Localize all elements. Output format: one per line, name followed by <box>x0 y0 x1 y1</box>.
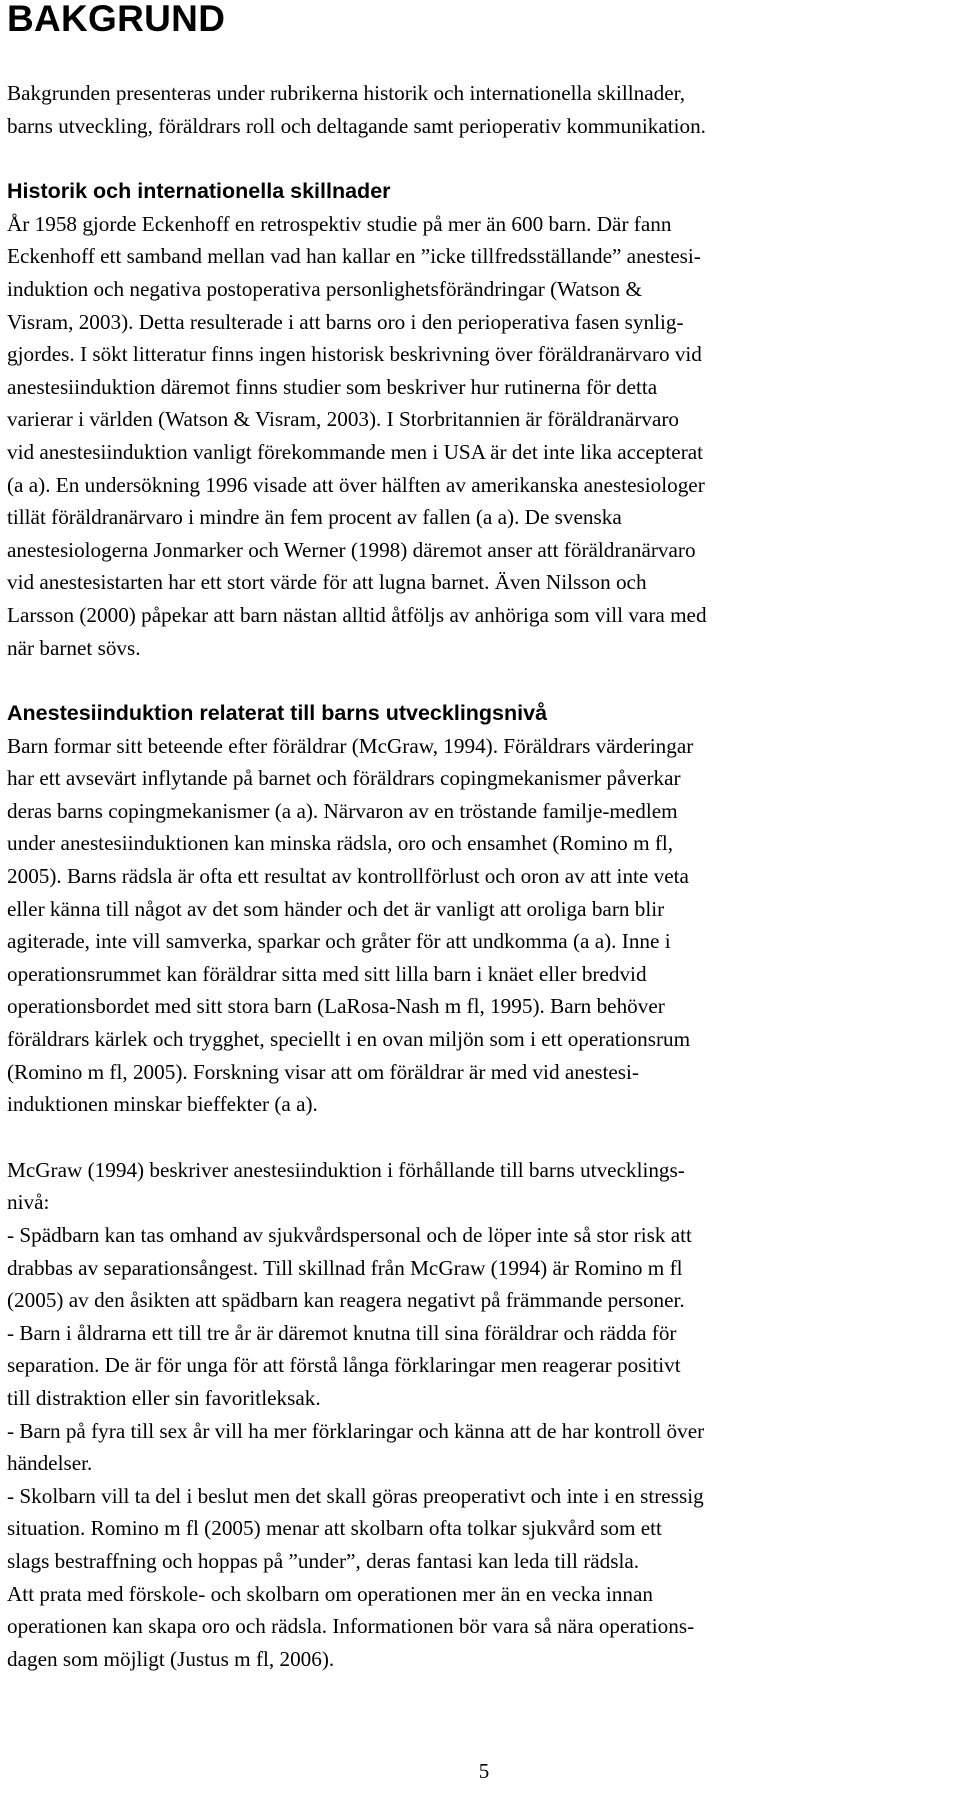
intro-paragraph <box>7 77 952 142</box>
text-line: - Skolbarn vill ta del i beslut men det skall göras preoperativt och inte i en stressig <box>7 1483 704 1508</box>
section-heading-anestesiinduktion: Anestesiinduktion relaterat till barns utvecklingsnivå <box>7 701 548 726</box>
text-line: operationsbordet med sitt stora barn (LaRosa-Nash m fl, 1995). Barn behöver <box>7 994 665 1019</box>
text-line: (2005) av den åsikten att spädbarn kan reagera negativt på främmande personer. <box>7 1288 685 1313</box>
text-line: - Spädbarn kan tas omhand av sjukvårdspersonal och de löper inte så stor risk att <box>7 1223 692 1247</box>
text-line: Bakgrunden presenteras under rubrikerna historik och internationella skillnader, <box>7 81 686 105</box>
text-line: induktionen minskar bieffekter (a a). <box>7 1092 318 1117</box>
section-historik-paragraph <box>7 208 952 664</box>
text-line: - Barn i åldrarna ett till tre år är däremot knutna till sina föräldrar och rädda för <box>7 1320 677 1345</box>
spacer <box>7 38 952 77</box>
text-line: eller känna till något av det som händer och det är vanligt att oroliga barn blir <box>7 896 665 921</box>
text-line: nivå: <box>7 1190 50 1215</box>
text-line: Larsson (2000) påpekar att barn nästan alltid åtföljs av anhöriga som vill vara med <box>7 602 707 627</box>
section-anestesiinduktion-paragraph <box>7 730 952 1121</box>
text-line: situation. Romino m fl (2005) menar att skolbarn ofta tolkar sjukvård som ett <box>7 1516 662 1541</box>
text-line: deras barns copingmekanismer (a a). Närvaron av en tröstande familje-medlem <box>7 798 678 823</box>
text-line: McGraw (1994) beskriver anestesiinduktion i förhållande till barns utvecklings- <box>7 1157 685 1182</box>
text-line: vid anestesiinduktion vanligt förekommande men i USA är det inte lika accepterat <box>7 439 704 464</box>
text-line: anestesiinduktion däremot finns studier som beskriver hur rutinerna för detta <box>7 374 658 399</box>
text-line: tillät föräldranärvaro i mindre än fem procent av fallen (a a). De svenska <box>7 505 622 530</box>
text-line: när barnet sövs. <box>7 635 141 660</box>
text-line: slags bestraffning och hoppas på ”under”, deras fantasi kan leda till rädsla. <box>7 1548 640 1573</box>
section-utvecklingsniva-paragraph <box>7 1154 952 1676</box>
text-line: Att prata med förskole- och skolbarn om operationen mer än en vecka innan <box>7 1581 653 1606</box>
text-line: vid anestesistarten har ett stort värde för att lugna barnet. Även Nilsson och <box>7 570 647 595</box>
text-line: År 1958 gjorde Eckenhoff en retrospektiv studie på mer än 600 barn. Där fann <box>7 211 672 236</box>
text-line: (a a). En undersökning 1996 visade att över hälften av amerikanska anestesiologer <box>7 472 705 497</box>
text-line: induktion och negativa postoperativa personlighetsförändringar (Watson & <box>7 276 642 301</box>
text-line: anestesiologerna Jonmarker och Werner (1998) däremot anser att föräldranärvaro <box>7 537 696 562</box>
text-line: föräldrars kärlek och trygghet, speciellt i en ovan miljön som i ett operationsrum <box>7 1027 691 1052</box>
text-line: 2005). Barns rädsla är ofta ett resultat av kontrollförlust och oron av att inte veta <box>7 864 689 889</box>
text-line: har ett avsevärt inflytande på barnet och föräldrars copingmekanismer påverkar <box>7 766 681 791</box>
text-line: dagen som möjligt (Justus m fl, 2006). <box>7 1646 335 1671</box>
text-line: (Romino m fl, 2005). Forskning visar att om föräldrar är med vid anestesi- <box>7 1059 639 1084</box>
text-line: Barn formar sitt beteende efter föräldrar (McGraw, 1994). Föräldrars värderingar <box>7 733 694 758</box>
text-line: händelser. <box>7 1451 93 1476</box>
spacer <box>7 1121 952 1154</box>
spacer <box>7 142 952 175</box>
text-line: operationen kan skapa oro och rädsla. Informationen bör vara så nära operations- <box>7 1614 695 1639</box>
text-line: varierar i världen (Watson & Visram, 2003). I Storbritannien är föräldranärvaro <box>7 407 680 432</box>
text-line: drabbas av separationsångest. Till skillnad från McGraw (1994) är Romino m fl <box>7 1255 683 1280</box>
page-number: 5 <box>478 1759 490 1783</box>
text-line: under anestesiinduktionen kan minska rädsla, oro och ensamhet (Romino m fl, <box>7 831 674 856</box>
section-heading-historik: Historik och internationella skillnader <box>7 179 391 204</box>
page-title: BAKGRUND <box>7 0 226 39</box>
text-line: gjordes. I sökt litteratur finns ingen historisk beskrivning över föräldranärvaro vid <box>7 342 702 367</box>
document-page <box>7 0 952 1675</box>
text-line: till distraktion eller sin favoritleksak. <box>7 1385 321 1410</box>
text-line: Visram, 2003). Detta resulterade i att barns oro i den perioperativa fasen synlig- <box>7 309 684 334</box>
spacer <box>7 664 952 697</box>
text-line: agiterade, inte vill samverka, sparkar och gråter för att undkomma (a a). Inne i <box>7 929 671 954</box>
text-line: barns utveckling, föräldrars roll och deltagande samt perioperativ kommunikation. <box>7 113 706 138</box>
text-line: - Barn på fyra till sex år vill ha mer förklaringar och känna att de har kontroll över <box>7 1418 705 1443</box>
text-line: separation. De är för unga för att förstå långa förklaringar men reagerar positivt <box>7 1353 681 1378</box>
text-line: operationsrummet kan föräldrar sitta med sitt lilla barn i knäet eller bredvid <box>7 961 647 986</box>
text-line: Eckenhoff ett samband mellan vad han kallar en ”icke tillfredsställande” anestesi- <box>7 244 701 269</box>
